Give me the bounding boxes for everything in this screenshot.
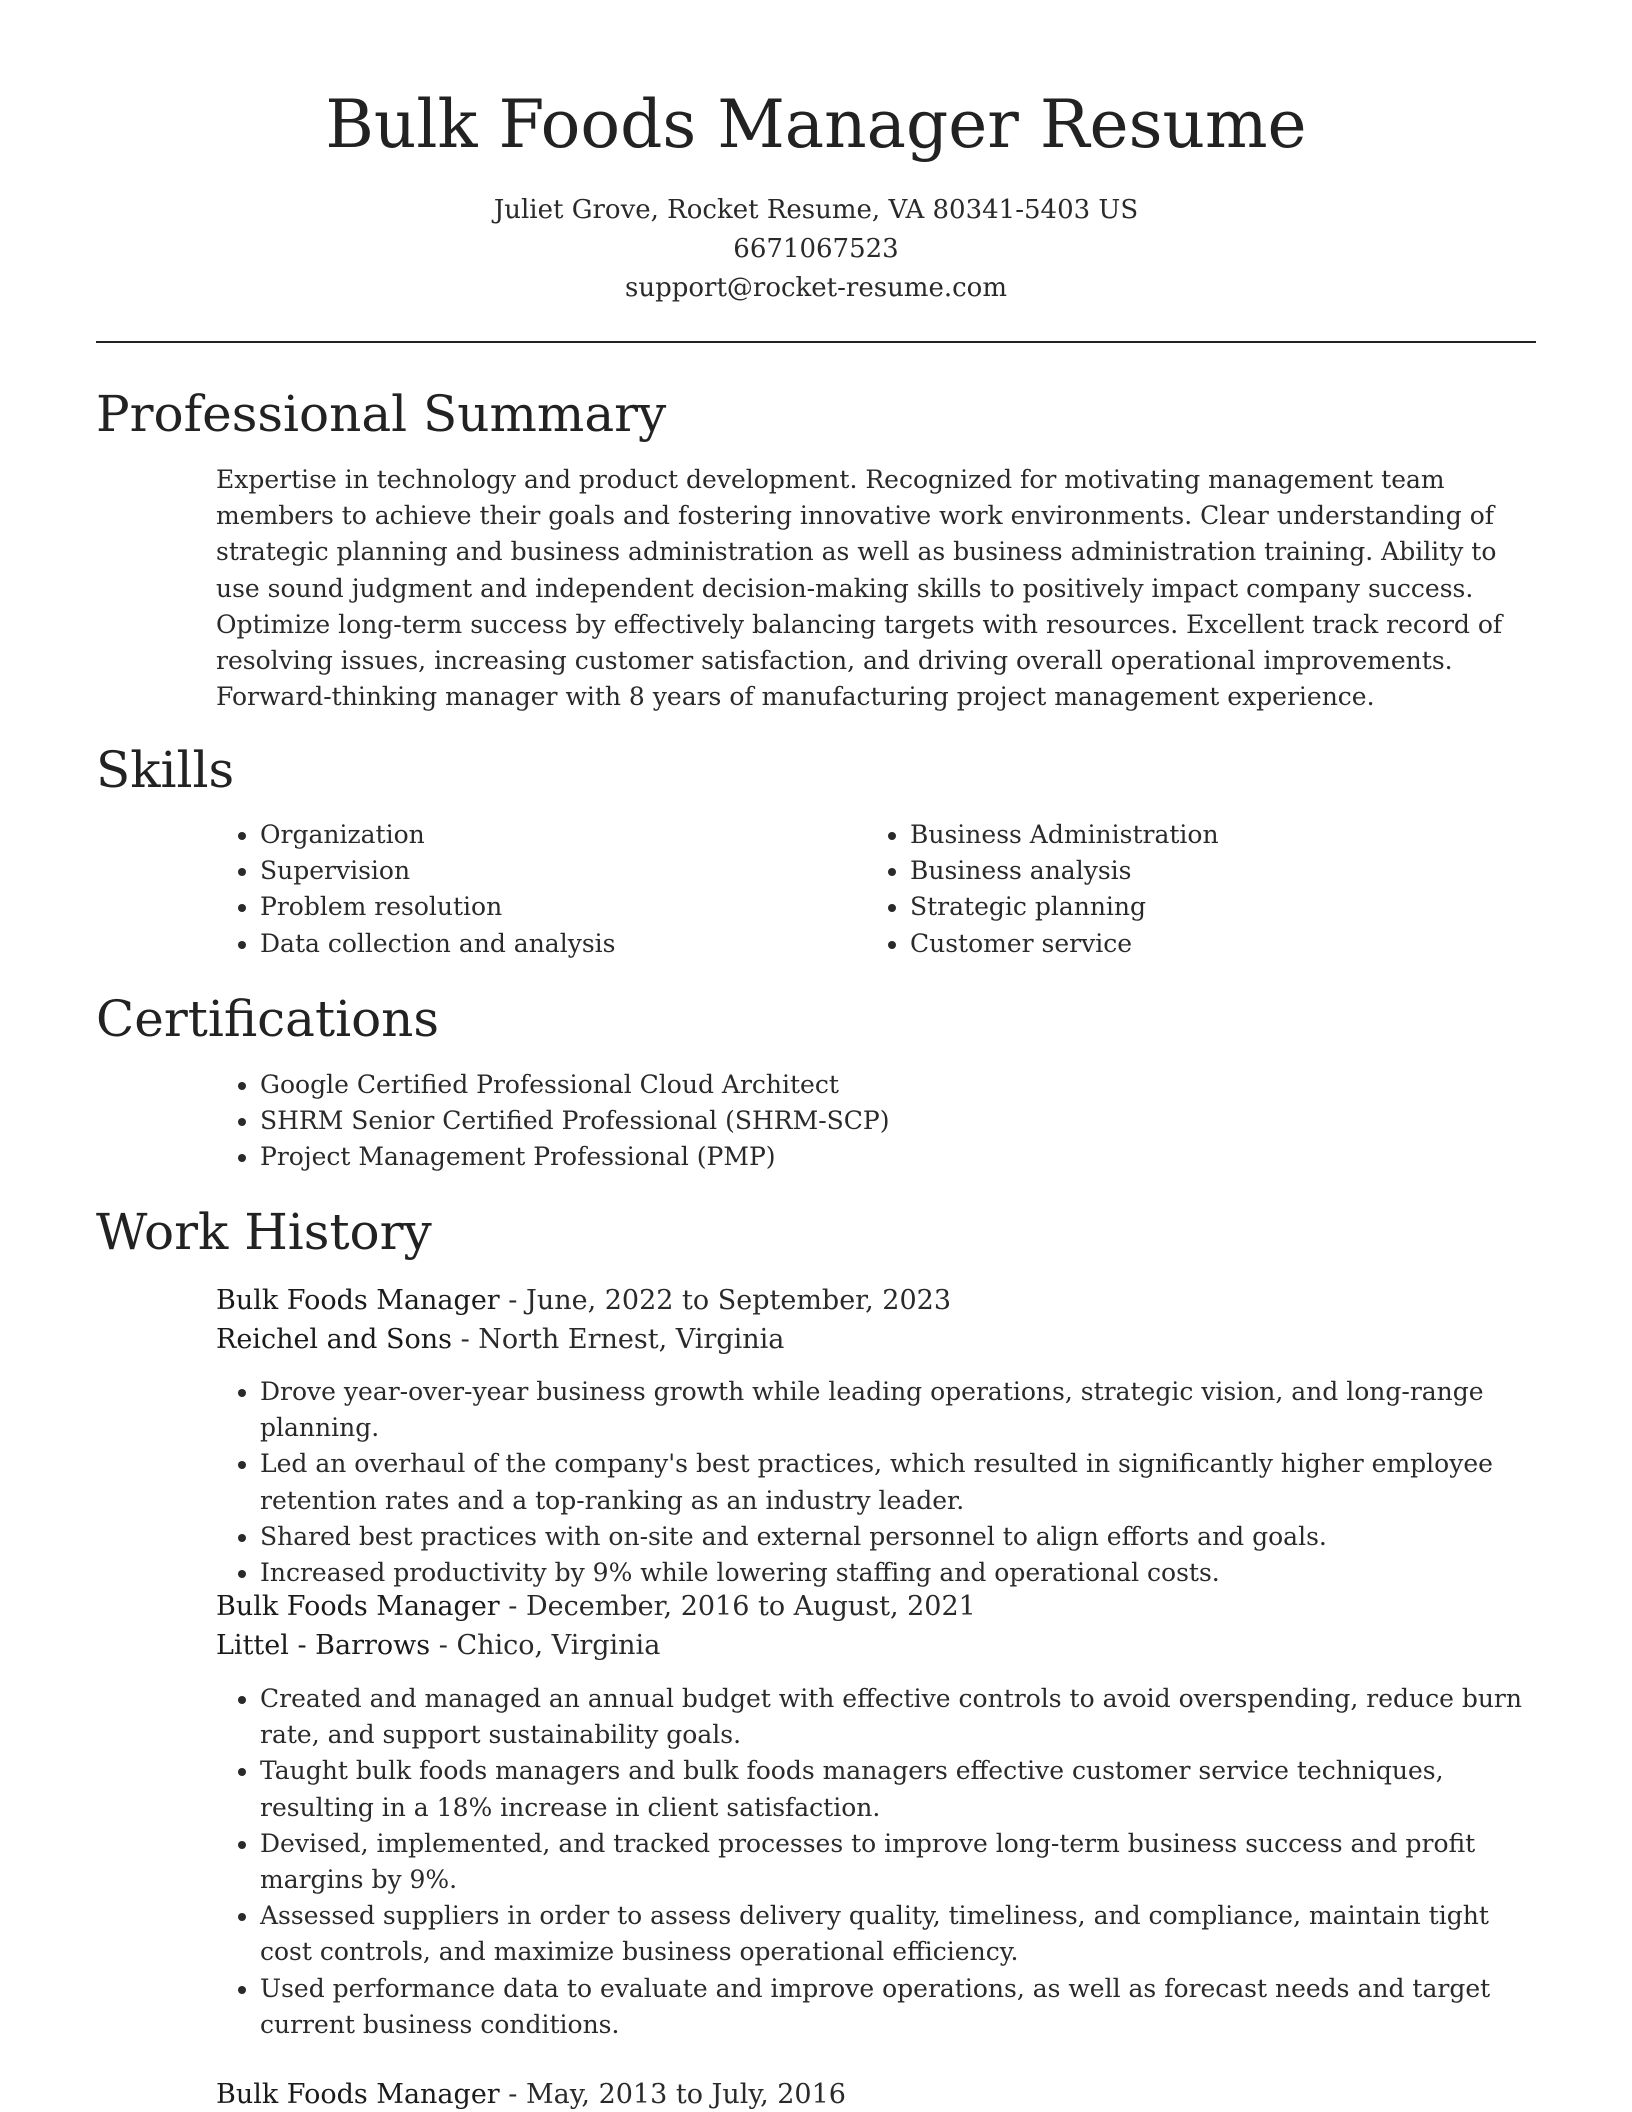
job-bullet: • Drove year-over-year business growth while leading operations, strategic vision, and long-range planning.: [260, 1374, 1536, 1446]
summary-text: Expertise in technology and product development. Recognized for motivating management team members to achieve their goals and fostering innovative work environments. Clear understanding of strategic planning and business administration as well as business administration training. Ability to use sound judgment and independent decision-making skills to positively impact company success. Optimize long-term success by effectively balancing targets with resources. Excellent track record of resolving issues, increasing customer satisfaction, and driving overall operational improvements. Forward-thinking manager with 8 years of manufacturing project management experience.: [216, 465, 1503, 712]
contact-email: support@rocket-resume.com: [624, 273, 1007, 303]
skills-heading: Skills: [96, 741, 235, 799]
job-bullet: • Taught bulk foods managers and bulk foods managers effective customer service techniques, resulting in a 18% increase in client satisfaction.: [260, 1753, 1536, 1825]
job-location: Chico, Virginia: [456, 1630, 661, 1661]
job-separator: -: [452, 1324, 479, 1355]
job-separator: -: [499, 2079, 526, 2110]
certifications-list: [216, 1067, 1536, 1176]
job-bullet: • Used performance data to evaluate and improve operations, as well as forecast needs and target current business conditions.: [260, 1971, 1536, 2043]
job-bullet: • Assessed suppliers in order to assess delivery quality, timeliness, and compliance, maintain tight cost controls, and maximize business operational efficiency.: [260, 1898, 1536, 1970]
job-location: North Ernest, Virginia: [478, 1324, 785, 1355]
skills-left-column: [216, 817, 816, 962]
job-bullet: • Devised, implemented, and tracked processes to improve long-term business success and profit margins by 9%.: [260, 1826, 1536, 1898]
job-company: Littel - Barrows: [216, 1630, 431, 1661]
job-dates: May, 2013 to July, 2016: [526, 2079, 846, 2110]
certifications-block: [216, 1067, 1536, 1176]
job-title: Bulk Foods Manager: [216, 2079, 500, 2110]
job-responsibilities: [216, 1374, 1536, 1591]
job-title: Bulk Foods Manager: [216, 1591, 500, 1622]
skill-item: • Business analysis: [910, 853, 1466, 889]
skill-item: • Strategic planning: [910, 889, 1466, 925]
certifications-heading: Certifications: [96, 990, 440, 1048]
contact-block: [0, 191, 1632, 308]
job-responsibilities: [216, 1681, 1536, 2043]
certification-item: • Project Management Professional (PMP): [260, 1139, 1536, 1175]
skill-item: • Supervision: [260, 853, 816, 889]
skill-item: • Customer service: [910, 926, 1466, 962]
job-bullet: • Increased productivity by 9% while lowering staffing and operational costs.: [260, 1555, 1536, 1591]
job-title-line: [216, 2075, 846, 2112]
summary-heading: Professional Summary: [96, 385, 667, 443]
skill-item: • Data collection and analysis: [260, 926, 816, 962]
job-company-line: [216, 1320, 784, 1360]
job-company: Reichel and Sons: [216, 1324, 452, 1355]
job-company-line: [216, 1626, 660, 1666]
skill-item: • Business Administration: [910, 817, 1466, 853]
contact-phone: 6671067523: [733, 234, 899, 264]
skills-right-column: [866, 817, 1466, 962]
job-dates: December, 2016 to August, 2021: [526, 1591, 976, 1622]
job-title: Bulk Foods Manager: [216, 1285, 500, 1316]
header-divider: [96, 341, 1536, 343]
contact-address: Juliet Grove, Rocket Resume, VA 80341-5403 US: [493, 195, 1139, 225]
job-separator: -: [430, 1630, 457, 1661]
skill-item: • Organization: [260, 817, 816, 853]
job-title-line: [216, 1587, 976, 1627]
job-dates: June, 2022 to September, 2023: [526, 1285, 951, 1316]
certification-item: • SHRM Senior Certified Professional (SHRM-SCP): [260, 1103, 1536, 1139]
job-bullet: • Led an overhaul of the company's best practices, which resulted in significantly higher employee retention rates and a top-ranking as an industry leader.: [260, 1446, 1536, 1518]
job-bullet-list: [216, 1681, 1536, 2043]
skills-list-left: [216, 817, 816, 962]
job-separator: -: [499, 1591, 526, 1622]
skill-item: • Problem resolution: [260, 889, 816, 925]
skills-list-right: [866, 817, 1466, 962]
work-history-heading: Work History: [96, 1203, 432, 1261]
job-bullet: • Created and managed an annual budget with effective controls to avoid overspending, reduce burn rate, and support sustainability goals.: [260, 1681, 1536, 1753]
job-separator: -: [499, 1285, 526, 1316]
job-bullet-list: [216, 1374, 1536, 1591]
certification-item: • Google Certified Professional Cloud Architect: [260, 1067, 1536, 1103]
resume-title: Bulk Foods Manager Resume: [325, 86, 1307, 163]
job-title-line: [216, 1281, 951, 1321]
job-bullet: • Shared best practices with on-site and external personnel to align efforts and goals.: [260, 1519, 1536, 1555]
